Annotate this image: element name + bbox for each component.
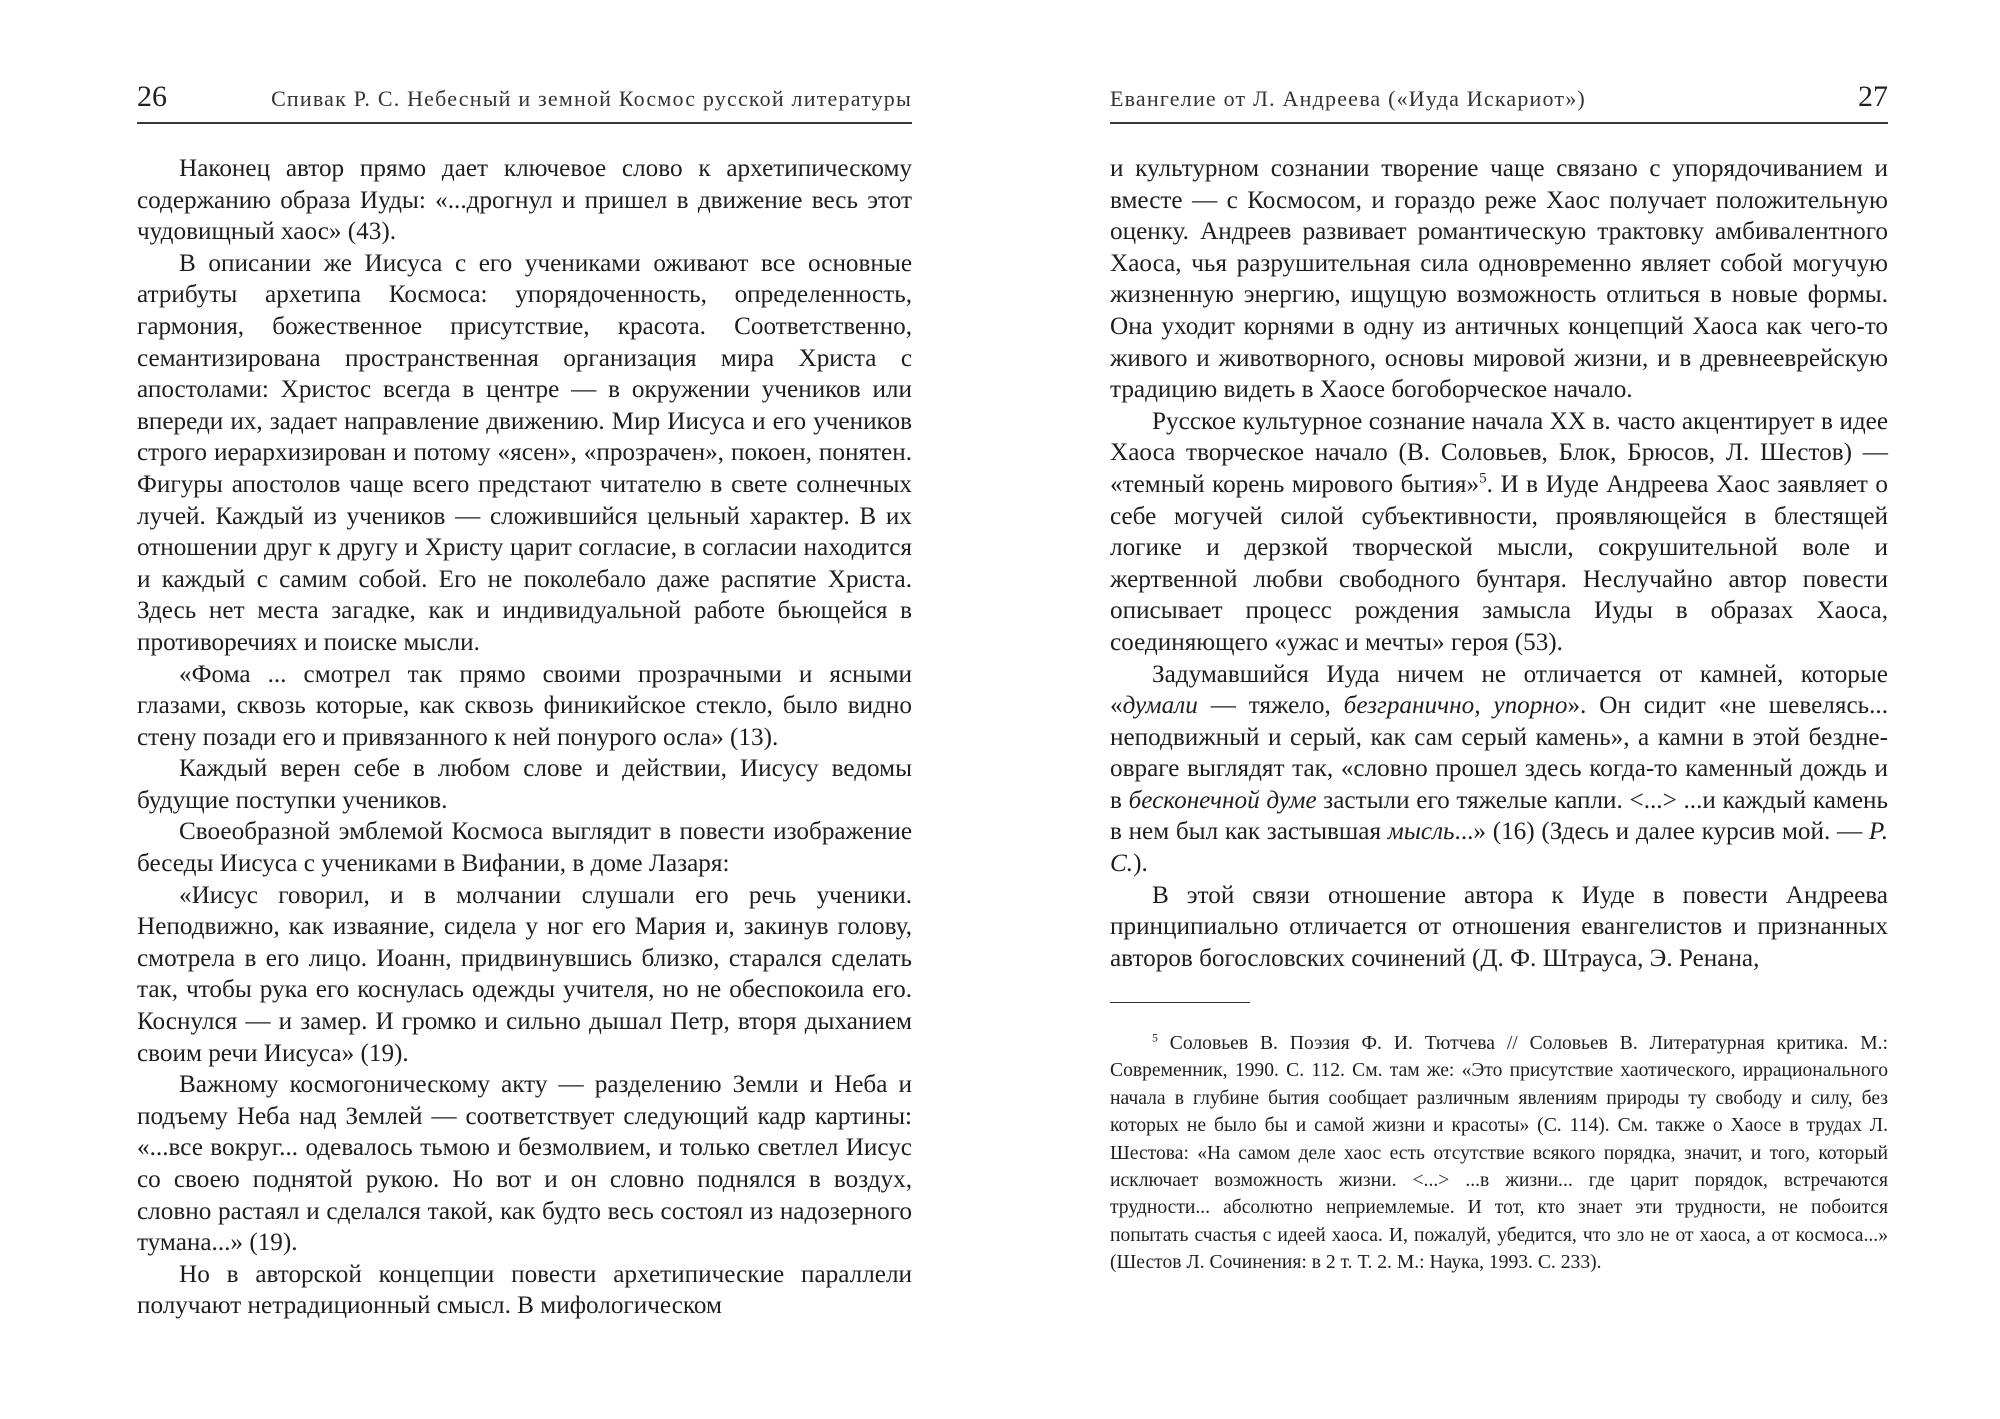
paragraph-text: Задумавшийся Иуда ничем не отличается от камней, которые « <box>1110 660 1888 720</box>
paragraph-text: ». Он сидит «не шевелясь... неподвижный и серый, как сам серый камень», а камни в этой бездне-овраге выглядят так, «словно прошел здесь когда-то каменный дождь и в <box>1110 692 1888 814</box>
right-body-text <box>1110 153 1888 974</box>
italic-emphasis: Р. С. <box>1110 818 1888 878</box>
page-number: 27 <box>1858 80 1888 113</box>
italic-emphasis: безгранично, упорно <box>1343 692 1568 720</box>
paragraph-text: — тяжело, <box>1197 692 1344 720</box>
left-running-header <box>137 78 912 124</box>
running-title: Спивак Р. С. Небесный и земной Космос русской литературы <box>271 86 912 111</box>
paragraph: Но в авторской концепции повести архетипические параллели получают нетрадиционный смысл. В мифологическом <box>137 1260 912 1320</box>
paragraph <box>1110 406 1888 659</box>
running-title: Евангелие от Л. Андреева («Иуда Искариот») <box>1110 86 1586 111</box>
paragraph-text: . И в Иуде Андреева Хаос заявляет о себе могучей силой субъективности, проявляющейся в блестящей логике и дерзкой творческой мысли, сокрушительной воле и жертвенной любви свободного бунтаря. Неслучайно автор повести описывает процесс рождения замысла Иуды в образах Хаоса, соединяющего «ужас и мечты» героя (53). <box>1110 470 1888 656</box>
paragraph: Важному космогоническому акту — разделению Земли и Неба и подъему Неба над Землей — соответствует следующий кадр картины: «...все вокруг... одевалось тьмою и безмолвием, и только светлел Иисус со своею поднятой рукою. Но вот и он словно поднялся в воздух, словно растаял и сделался такой, как будто весь состоял из надозерного тумана...» (19). <box>137 1071 912 1257</box>
footnote-text: Соловьев В. Поэзия Ф. И. Тютчева // Соловьев В. Литературная критика. М.: Современник, 1990. С. 112. См. там же: «Это присутствие хаотического, иррационального начала в глубине бытия сообщает различным явлениям природы ту свободу и силу, без которых не было бы и самой жизни и красоты» (С. 114). См. также о Хаосе в трудах Л. Шестова: «На самом деле хаос есть отсутствие всякого порядка, значит, и того, который исключает возможность жизни. <...> ...в жизни... где царит порядок, встречаются трудности... абсолютно неприемлемые. И тот, кто знает эти трудности, не побоится попытать счастья с идеей хаоса. И, пожалуй, убедится, что зло не от хаоса, а от космоса...» (Шестов Л. Сочинения: в 2 т. Т. 2. М.: Наука, 1993. С. 233). <box>1110 1033 1888 1274</box>
italic-emphasis: бесконечной думе <box>1128 786 1317 814</box>
paragraph: В этой связи отношение автора к Иуде в повести Андреева принципиально отличается от отношения евангелистов и признанных авторов богословских сочинений (Д. Ф. Штрауса, Э. Ренана, <box>1110 881 1888 972</box>
paragraph-text: застыли его тяжелые капли. <...> ...и каждый камень в нем был как застывшая <box>1110 786 1888 846</box>
footnote-divider <box>1110 1002 1250 1003</box>
footnote-marker: 5 <box>1152 1031 1158 1045</box>
paragraph: Своеобразной эмблемой Космоса выглядит в повести изображение беседы Иисуса с учениками в Вифании, в доме Лазаря: <box>137 818 912 878</box>
paragraph-text: ). <box>1133 850 1148 878</box>
quote-paragraph: «Фома ... смотрел так прямо своими прозрачными и ясными глазами, сквозь которые, как сквозь финикийское стекло, было видно стену позади его и привязанного к ней понурого осла» (13). <box>137 660 912 751</box>
page-number: 26 <box>137 80 167 113</box>
paragraph: Наконец автор прямо дает ключевое слово к архетипическому содержанию образа Иуды: «...дрогнул и пришел в движение весь этот чудовищный хаос» (43). <box>137 155 912 246</box>
quote-paragraph: «Иисус говорил, и в молчании слушали его речь ученики. Неподвижно, как изваяние, сидела у ног его Мария и, закинув голову, смотрела в его лицо. Иоанн, придвинувшись близко, старался сделать так, чтобы рука его коснулась одежды учителя, но не обеспокоила его. Коснулся — и замер. И громко и сильно дышал Петр, вторя дыханием своим речи Иисуса» (19). <box>137 881 912 1067</box>
paragraph <box>1110 659 1888 880</box>
paragraph-continued: и культурном сознании творение чаще связано с упорядочиванием и вместе — с Космосом, и гораздо реже Хаос получает положительную оценку. Андреев развивает романтическую трактовку амбивалентного Хаоса, чья разрушительная сила одновременно являет собой могучую жизненную энергию, ищущую возможность отлиться в новые формы. Она уходит корнями в одну из античных концепций Хаоса как чего-то живого и животворного, основы мировой жизни, и в древнееврейскую традицию видеть в Хаосе богоборческое начало. <box>1110 155 1888 404</box>
left-body-text <box>137 153 912 1322</box>
italic-emphasis: думали <box>1122 692 1198 720</box>
footnote <box>1110 1030 1888 1277</box>
paragraph-text: ...» (16) (Здесь и далее курсив мой. — <box>1454 818 1869 846</box>
paragraph: Каждый верен себе в любом слове и действии, Иисусу ведомы будущие поступки учеников. <box>137 755 912 814</box>
footnote-reference[interactable]: 5 <box>1479 470 1487 487</box>
paragraph: В описании же Иисуса с его учениками оживают все основные атрибуты архетипа Космоса: упорядоченность, определенность, гармония, божественное присутствие, красота. Соответственно, семантизирована пространственная организация мира Христа с апостолами: Христос всегда в центре — в окружении учеников или впереди их, задает направление движению. Мир Иисуса и его учеников строго иерархизирован и потому «ясен», «прозрачен», покоен, понятен. Фигуры апостолов чаще всего предстают читателю в свете солнечных лучей. Каждый из учеников — сложившийся цельный характер. В их отношении друг к другу и Христу царит согласие, в согласии находится и каждый с самим собой. Его не поколебало даже распятие Христа. Здесь нет места загадке, как и индивидуальной работе бьющейся в противоречиях и поиске мысли. <box>137 249 912 656</box>
right-running-header <box>1110 78 1888 124</box>
right-page <box>1000 0 2000 1419</box>
paragraph-text: Русское культурное сознание начала XX в. часто акцентирует в идее Хаоса творческое начало (В. Соловьев, Блок, Брюсов, Л. Шестов) — «темный корень мирового бытия» <box>1110 407 1888 498</box>
italic-emphasis: мысль <box>1387 818 1455 846</box>
